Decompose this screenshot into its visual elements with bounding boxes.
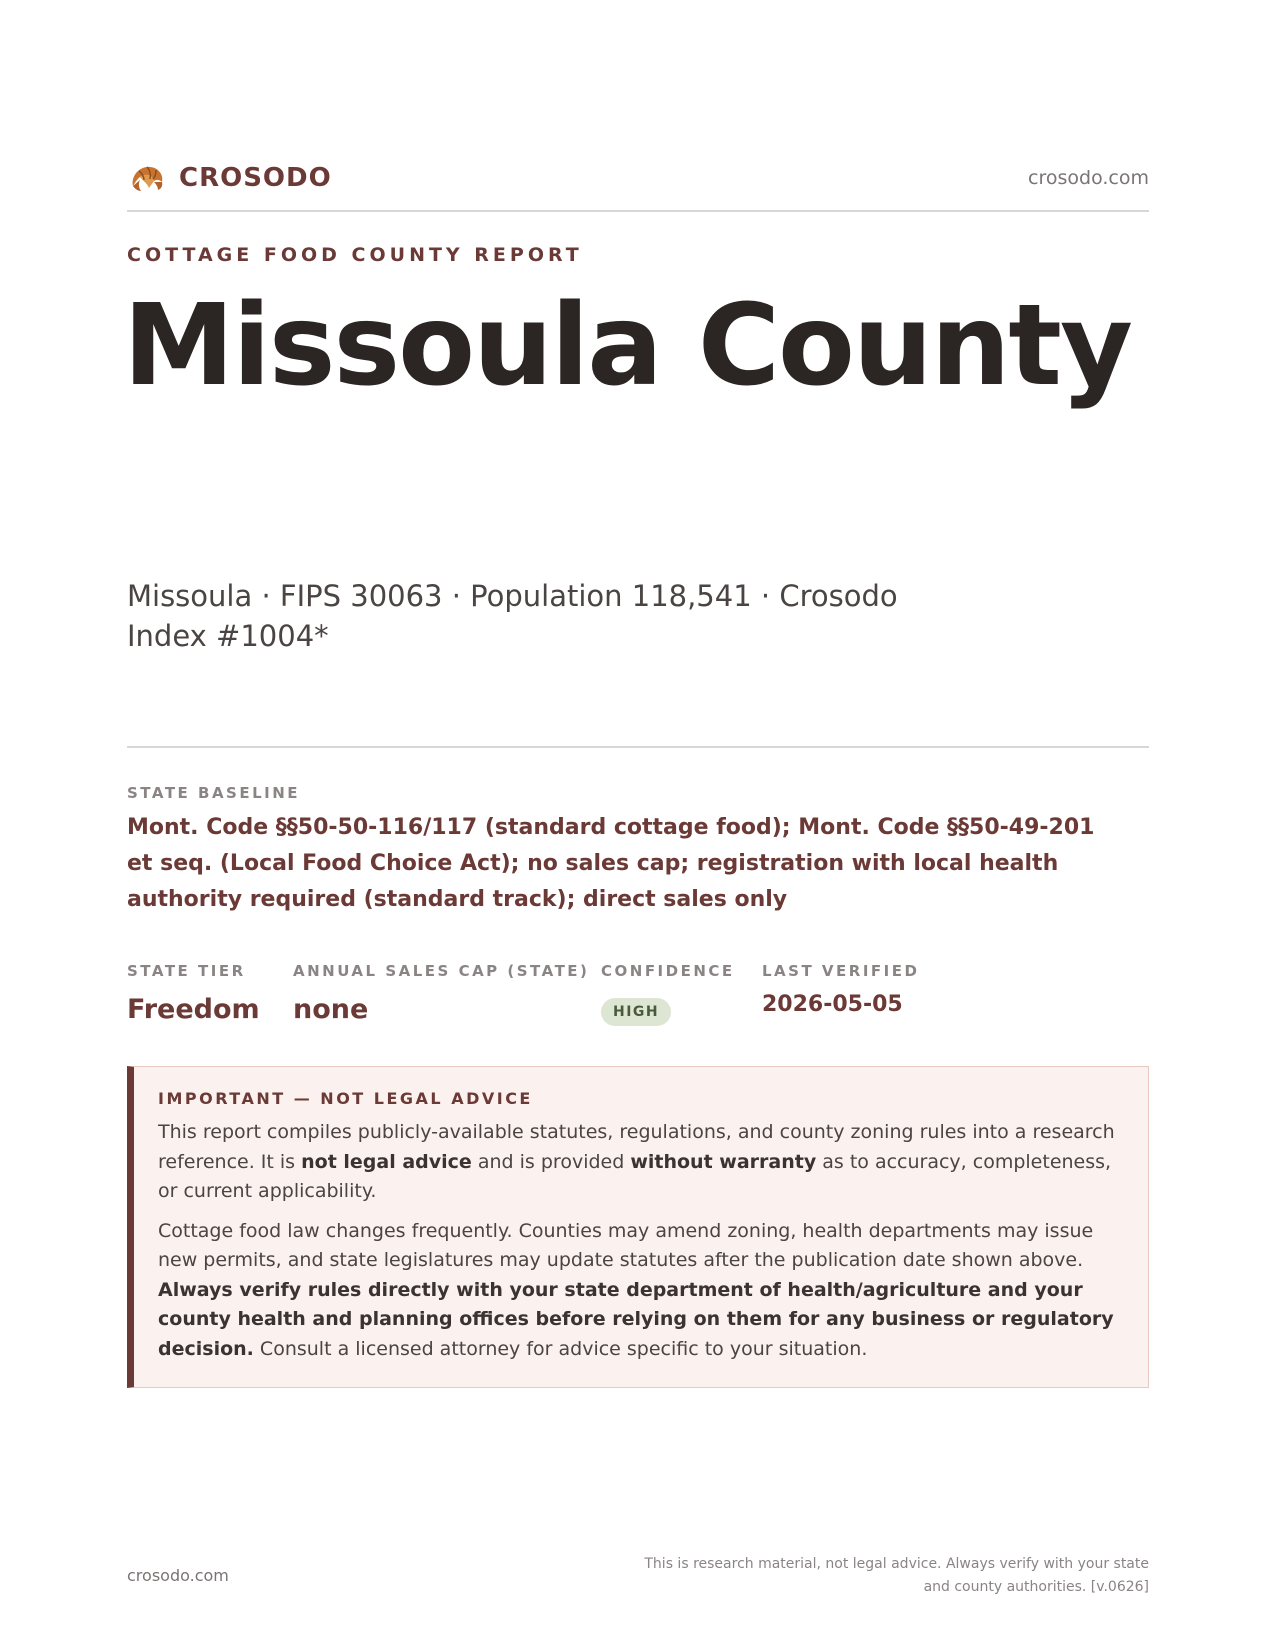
stat-last-verified xyxy=(762,962,919,1017)
stat-sales-cap xyxy=(293,962,589,1025)
baseline-text: Mont. Code §§50-50-116/117 (standard cottage food); Mont. Code §§50-49-201 et seq. (Local Food Choice Act); no sales cap; registration with local health authority required (standard track); direct sales only xyxy=(127,815,1095,912)
stat-state-tier xyxy=(127,962,260,1025)
croissant-icon xyxy=(127,158,167,198)
footer-disclaimer xyxy=(629,1553,1149,1599)
footer-site-link[interactable]: crosodo.com xyxy=(127,1566,229,1585)
stat-confidence xyxy=(601,962,735,1026)
confidence-badge: HIGH xyxy=(601,998,671,1026)
stat-label: ANNUAL SALES CAP (STATE) xyxy=(293,962,590,980)
stat-value: 2026-05-05 xyxy=(762,992,903,1017)
legal-notice xyxy=(127,1066,1149,1388)
stat-label: LAST VERIFIED xyxy=(762,962,920,980)
header-divider xyxy=(127,210,1149,212)
footer-disclaimer-line: and county authorities. [v.0626] xyxy=(923,1579,1149,1595)
stats-row xyxy=(127,962,1149,1032)
stat-label: STATE TIER xyxy=(127,962,246,980)
notice-title: IMPORTANT — NOT LEGAL ADVICE xyxy=(158,1089,533,1108)
brand[interactable] xyxy=(127,158,332,198)
page-header xyxy=(127,158,1149,198)
section-divider xyxy=(127,746,1149,748)
site-url-link[interactable]: crosodo.com xyxy=(1028,167,1149,189)
notice-paragraph: This report compiles publicly-available statutes, regulations, and county zoning rules into a research reference. It is not legal advice and is provided without warranty as to accuracy, completeness, or current applicability. xyxy=(158,1121,1115,1202)
page-title: Missoula County xyxy=(123,281,1131,411)
county-subtitle: Missoula · FIPS 30063 · Population 118,541 · Crosodo Index #1004* xyxy=(127,579,898,653)
stat-label: CONFIDENCE xyxy=(601,962,735,980)
brand-name: CROSODO xyxy=(179,163,332,193)
baseline-label: STATE BASELINE xyxy=(127,784,301,802)
report-kicker: COTTAGE FOOD COUNTY REPORT xyxy=(127,244,583,266)
notice-paragraph: Cottage food law changes frequently. Counties may amend zoning, health departments may issue new permits, and state legislatures may update statutes after the publication date shown above. Always verify rules directly with your state department of health/agriculture and your county health and planning offices before relying on them for any business or regulatory decision. Consult a licensed attorney for advice specific to your situation. xyxy=(158,1219,1114,1360)
report-page xyxy=(123,0,1149,1650)
footer-disclaimer-line: This is research material, not legal advice. Always verify with your state xyxy=(644,1556,1149,1572)
stat-value: none xyxy=(293,994,369,1025)
stat-value: Freedom xyxy=(127,994,260,1025)
